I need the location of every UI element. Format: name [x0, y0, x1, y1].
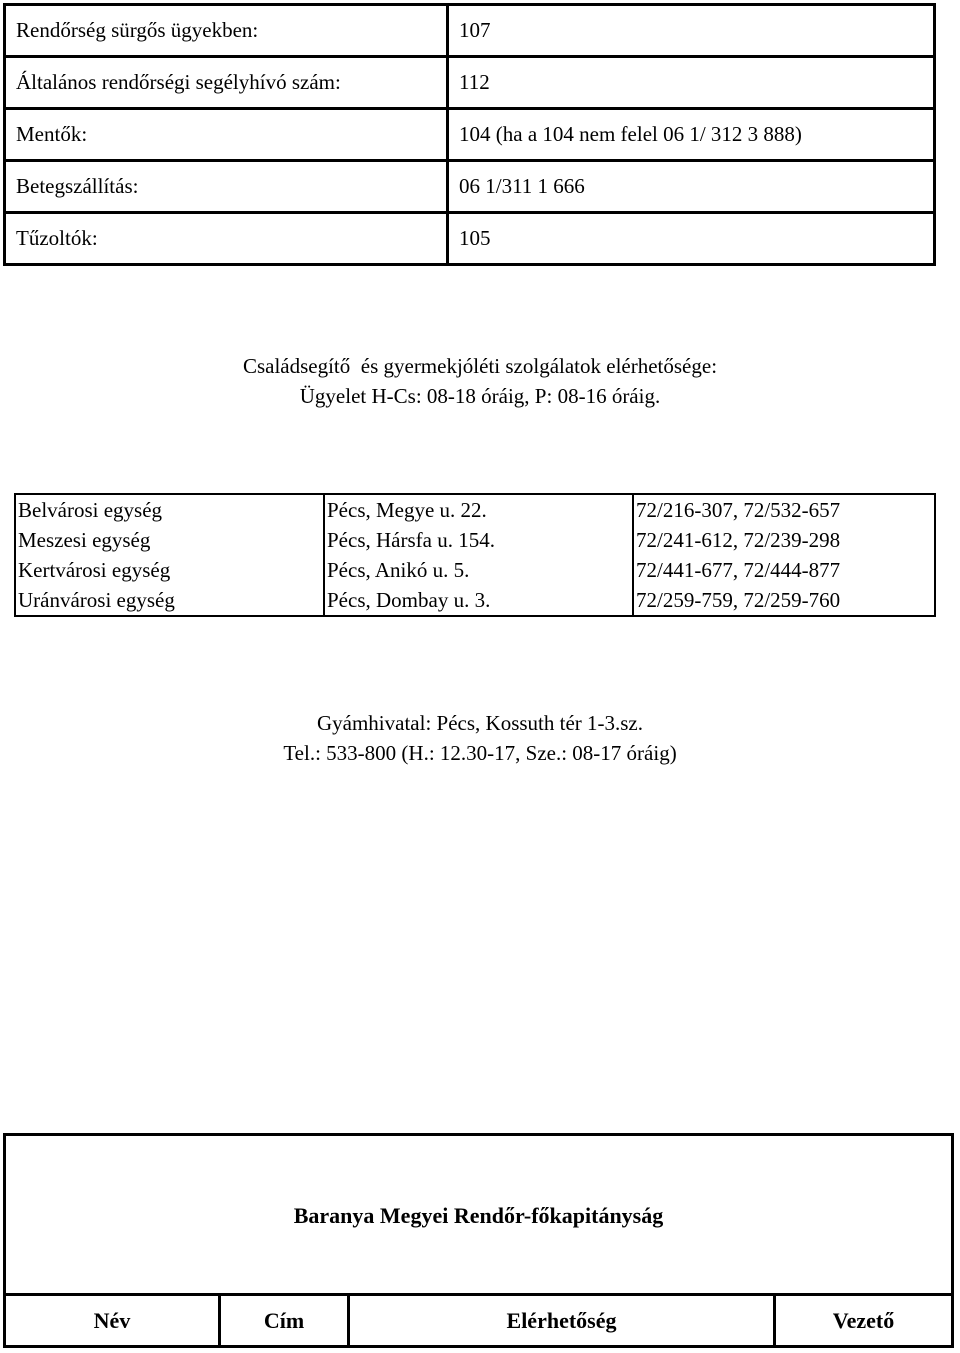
header-address: Cím: [220, 1295, 349, 1346]
table-row: [15, 585, 935, 616]
unit-phone: 72/241-612, 72/239-298: [636, 527, 841, 552]
unit-name: Uránvárosi egység: [15, 585, 324, 616]
unit-phone: 72/259-759, 72/259-760: [636, 587, 841, 612]
family-service-info: [0, 351, 960, 411]
unit-phone: 72/216-307, 72/532-657: [636, 497, 841, 522]
unit-name: Meszesi egység: [15, 525, 324, 555]
emergency-label: Rendőrség sürgős ügyekben:: [5, 5, 448, 57]
table-row: [5, 161, 935, 213]
guardianship-office-info: [0, 708, 960, 768]
unit-address: Pécs, Anikó u. 5.: [324, 555, 633, 585]
table-row: [15, 494, 935, 525]
table-row: [15, 525, 935, 555]
emergency-label: Általános rendőrségi segélyhívó szám:: [5, 57, 448, 109]
police-table-header: [6, 1293, 951, 1345]
emergency-number: 105: [459, 226, 491, 250]
table-row: [5, 5, 935, 57]
header-leader: Vezető: [832, 1307, 895, 1333]
table-row: [5, 57, 935, 109]
table-row: [5, 213, 935, 265]
emergency-label: Mentők:: [5, 109, 448, 161]
table-row: [5, 109, 935, 161]
family-service-heading: Családsegítő és gyermekjóléti szolgálatok elérhetősége:: [242, 354, 718, 378]
unit-address: Pécs, Megye u. 22.: [324, 494, 633, 525]
guardianship-address: Gyámhivatal: Pécs, Kossuth tér 1-3.sz.: [316, 711, 644, 735]
family-service-hours: Ügyelet H-Cs: 08-18 óráig, P: 08-16 óráig.: [299, 384, 661, 408]
table-row: [15, 555, 935, 585]
unit-address: Pécs, Dombay u. 3.: [324, 585, 633, 616]
emergency-number: 112: [448, 57, 935, 109]
emergency-label: Betegszállítás:: [5, 161, 448, 213]
police-headquarters-box: [3, 1133, 954, 1348]
emergency-label: Tűzoltók:: [5, 213, 448, 265]
table-row: [6, 1295, 951, 1346]
header-name: Név: [6, 1295, 220, 1346]
emergency-number: 06 1/311 1 666: [448, 161, 935, 213]
police-title: Baranya Megyei Rendőr-főkapitányság: [293, 1203, 664, 1228]
emergency-number: 104 (ha a 104 nem felel 06 1/ 312 3 888): [448, 109, 935, 161]
unit-address: Pécs, Hársfa u. 154.: [324, 525, 633, 555]
emergency-numbers-table: [3, 3, 936, 266]
header-contact: Elérhetőség: [349, 1295, 775, 1346]
guardianship-phone: Tel.: 533-800 (H.: 12.30-17, Sze.: 08-17 óráig): [283, 741, 677, 765]
unit-name: Kertvárosi egység: [15, 555, 324, 585]
unit-phone: 72/441-677, 72/444-877: [636, 557, 841, 582]
unit-name: Belvárosi egység: [15, 494, 324, 525]
family-service-units-table: [14, 493, 936, 617]
emergency-number: 107: [448, 5, 935, 57]
